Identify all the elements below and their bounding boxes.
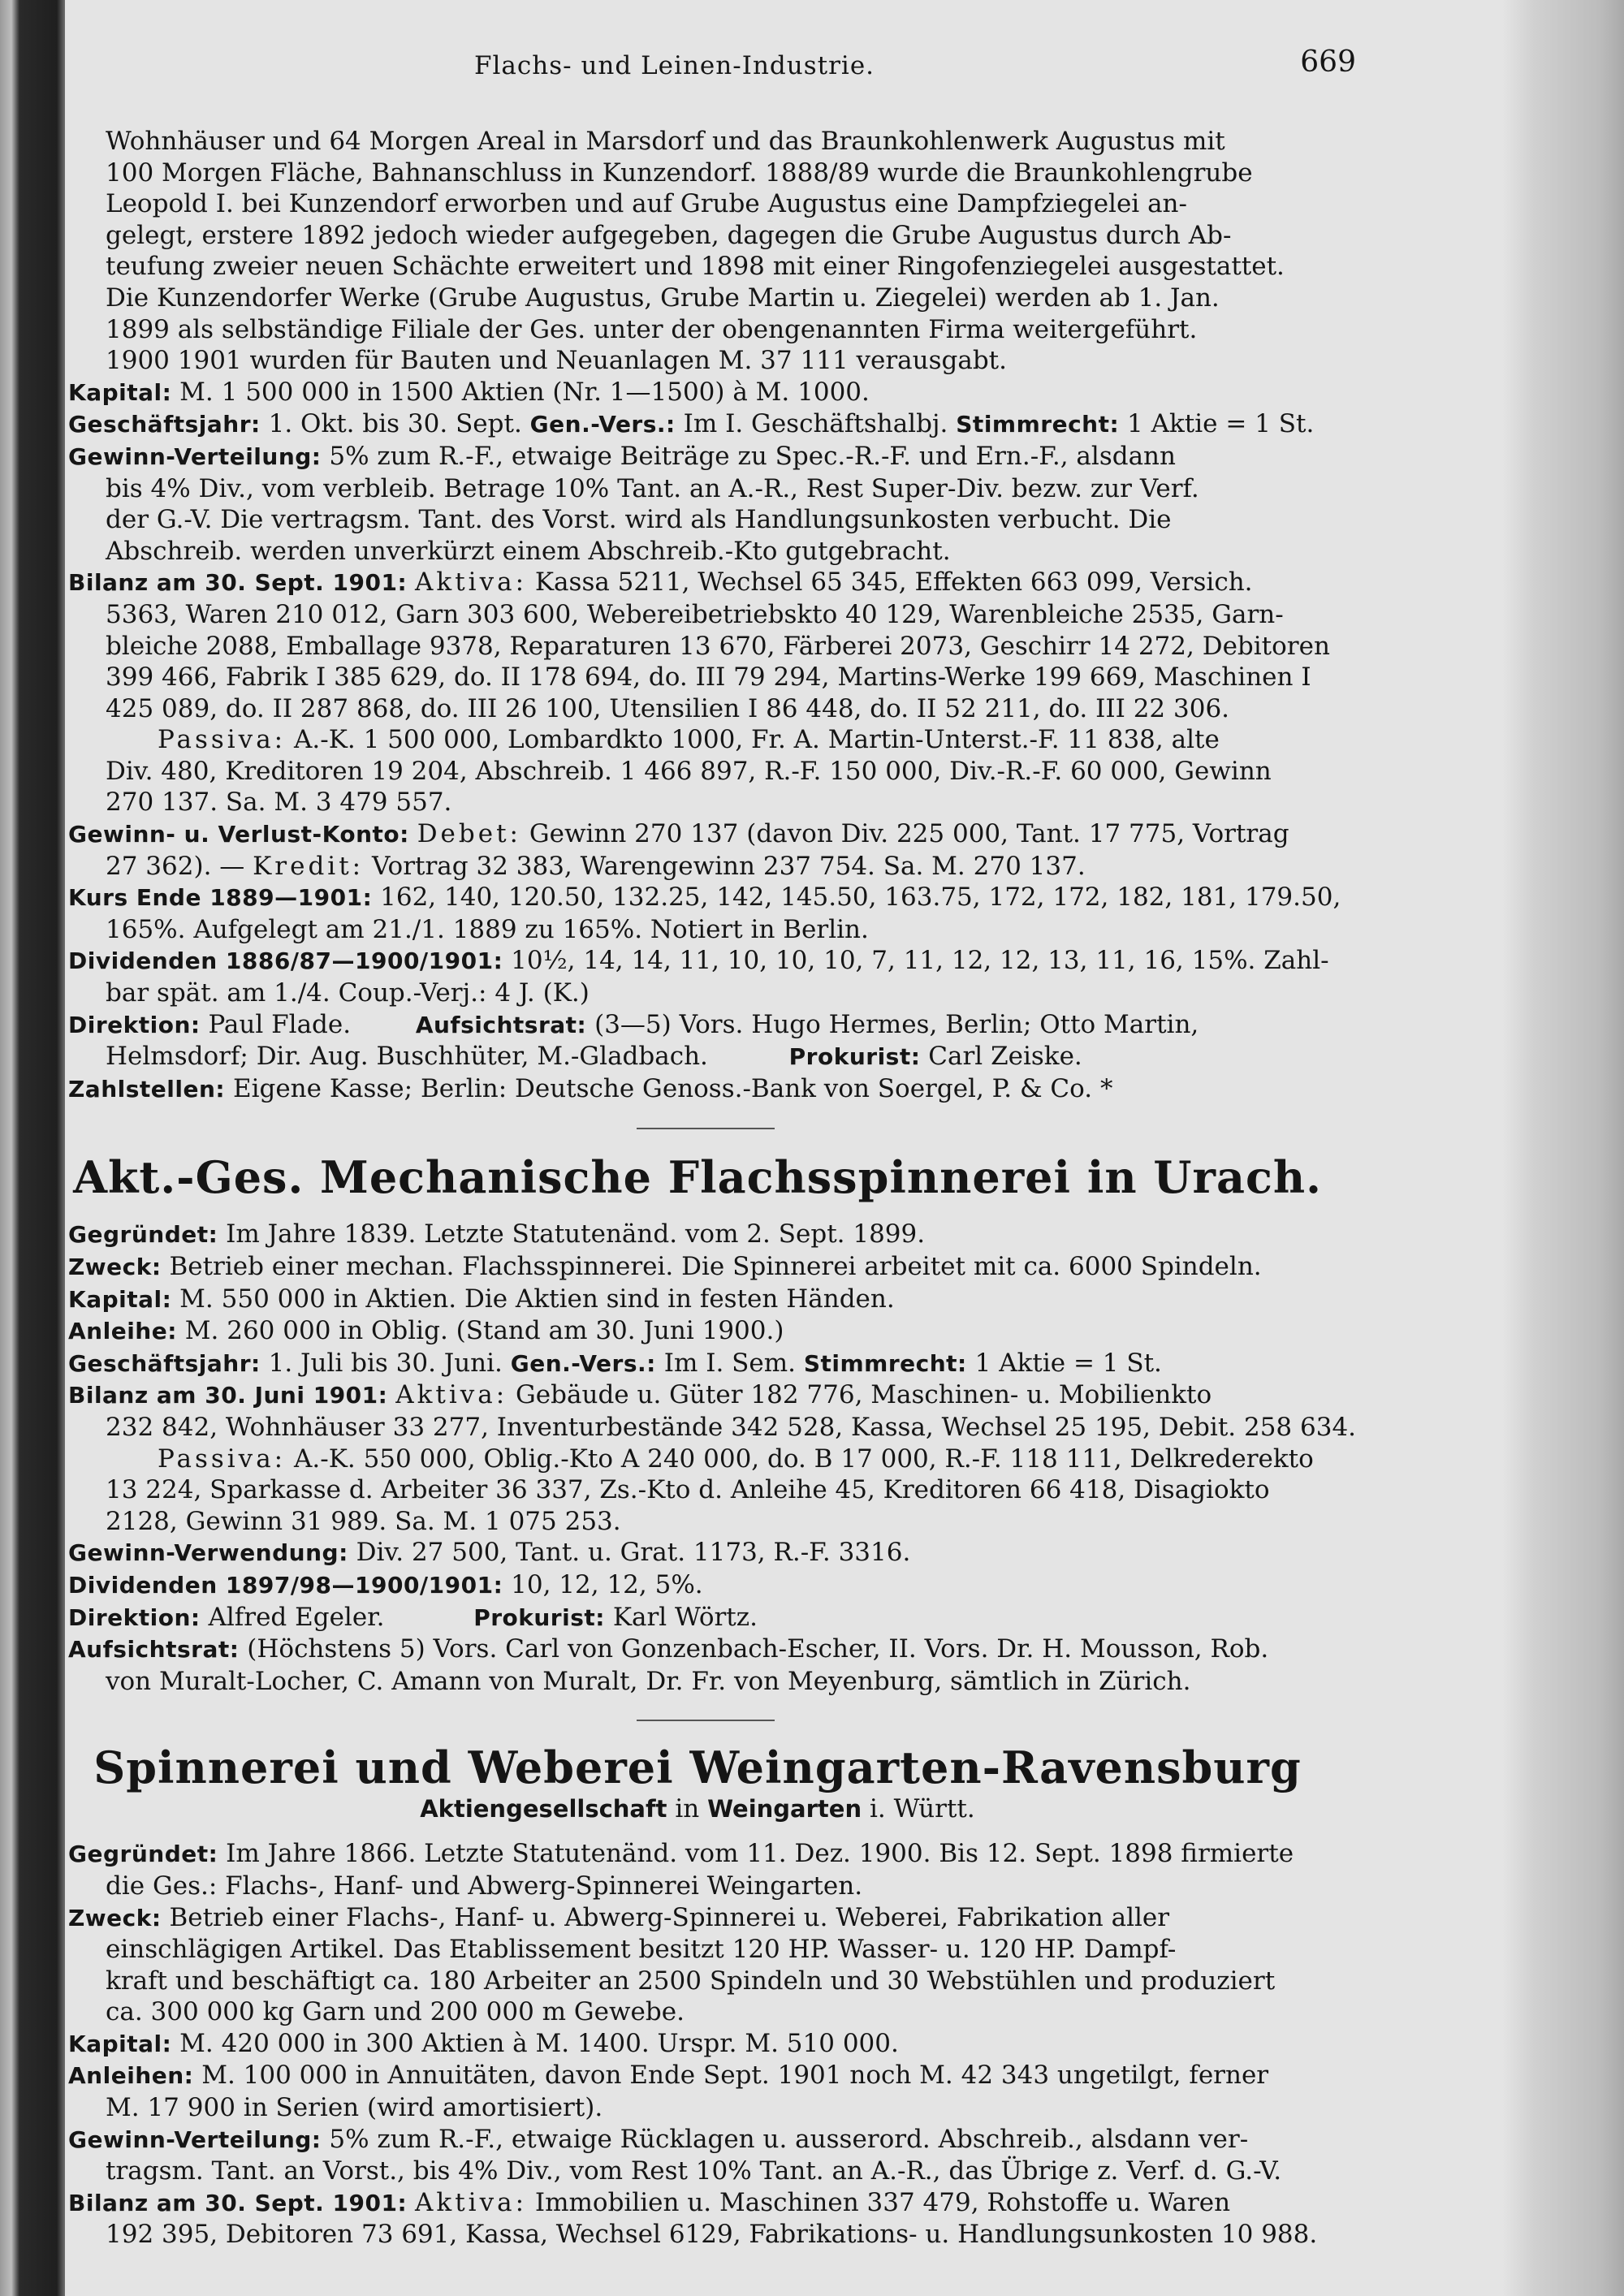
section-divider <box>637 1128 775 1129</box>
scan-right-edge <box>1502 0 1624 2296</box>
text-line: ca. 300 000 kg Garn und 200 000 m Gewebe. <box>106 1997 685 2027</box>
company-subheading <box>44 1793 1351 1825</box>
entry-text: Im Jahre 1839. Letzte Statutenänd. vom 2. Sept. 1899. <box>226 1219 926 1249</box>
text-line: 425 089, do. II 287 868, do. III 26 100, Utensilien I 86 448, do. II 52 211, do. III 22 306. <box>106 693 1230 723</box>
entry-label: Kapital: <box>68 2030 172 2057</box>
section-divider <box>637 1720 775 1721</box>
subheading-text: in <box>675 1794 700 1824</box>
entry-text: 1 Aktie = 1 St. <box>974 1348 1162 1378</box>
entry-text: Im I. Geschäftshalbj. <box>683 409 948 439</box>
text-line: einschlägigen Artikel. Das Etablissement besitzt 120 HP. Wasser- u. 120 HP. Dampf- <box>106 1935 1177 1965</box>
text-line: 270 137. Sa. M. 3 479 557. <box>106 788 452 818</box>
page-number: 669 <box>1300 45 1356 79</box>
entry-text: Betrieb einer mechan. Flachsspinnerei. Die Spinnerei arbeitet mit ca. 6000 Spindeln. <box>169 1252 1262 1281</box>
running-header <box>68 45 1356 86</box>
company-entry-weingarten <box>68 1742 1376 2251</box>
entry-label: Gegründet: <box>68 1841 218 1868</box>
entry-text: Kassa 5211, Wechsel 65 345, Effekten 663 099, Versich. <box>534 568 1253 598</box>
text-line: kraft und beschäftigt ca. 180 Arbeiter an 2500 Spindeln und 30 Webstühlen und produziert <box>106 1966 1276 1996</box>
dividenden-entry <box>68 1569 1376 1602</box>
text-line: Leopold I. bei Kunzendorf erworben und auf Grube Augustus eine Dampfziegelei an- <box>106 189 1187 219</box>
entry-label: Bilanz am 30. Sept. 1901: <box>68 2189 408 2216</box>
geschaeftsjahr-entry <box>68 408 1376 441</box>
gewinn-verteilung-entry <box>68 2124 1376 2156</box>
kredit-label: Kredit: <box>253 851 365 881</box>
entry-label: Gewinn-Verteilung: <box>68 2126 322 2153</box>
book-page <box>68 0 1372 2296</box>
entry-text: Div. 27 500, Tant. u. Grat. 1173, R.-F. 3316. <box>356 1538 911 1568</box>
entry-label: Geschäftsjahr: <box>68 411 261 438</box>
bilanz-entry <box>68 567 1376 599</box>
aufsichtsrat-line <box>68 1041 1376 1073</box>
entry-text: Alfred Egeler. <box>208 1602 385 1632</box>
text-line: Die Kunzendorfer Werke (Grube Augustus, Grube Martin u. Ziegelei) werden ab 1. Jan. <box>106 283 1220 313</box>
company-entry-urach <box>68 1150 1376 1697</box>
entry-text: Paul Flade. <box>208 1009 352 1039</box>
entry-text: (Höchstens 5) Vors. Carl von Gonzenbach-Escher, II. Vors. Dr. H. Mousson, Rob. <box>247 1634 1269 1664</box>
aufsichtsrat-entry <box>68 1634 1376 1666</box>
passiva-line <box>68 1444 1376 1475</box>
text-line: bleiche 2088, Emballage 9378, Reparaturen 13 670, Färberei 2073, Geschirr 14 272, Debitoren <box>106 631 1330 661</box>
text-line: 5363, Waren 210 012, Garn 303 600, Webereibetriebskto 40 129, Warenbleiche 2535, Garn- <box>106 599 1284 629</box>
text-line: 100 Morgen Fläche, Bahnanschluss in Kunzendorf. 1888/89 wurde die Braunkohlengrube <box>106 158 1253 188</box>
entry-text: 1 Aktie = 1 St. <box>1127 409 1315 439</box>
entry-label: Gen.-Vers.: <box>529 411 676 438</box>
entry-text: Im Jahre 1866. Letzte Statutenänd. vom 11. Dez. 1900. Bis 12. Sept. 1898 firmierte <box>226 1839 1294 1869</box>
entry-label: Gewinn-Verteilung: <box>68 442 322 470</box>
geschaeftsjahr-entry <box>68 1348 1376 1380</box>
entry-label: Zweck: <box>68 1904 162 1931</box>
kurs-entry <box>68 882 1376 914</box>
entry-text: A.-K. 1 500 000, Lombardkto 1000, Fr. A. Martin-Unterst.-F. 11 838, alte <box>293 725 1220 755</box>
entry-text: 5% zum R.-F., etwaige Rücklagen u. ausserord. Abschreib., alsdann ver- <box>329 2124 1249 2154</box>
entry-text: Helmsdorf; Dir. Aug. Buschhüter, M.-Gladbach. <box>106 1042 708 1072</box>
entry-label: Bilanz am 30. Sept. 1901: <box>68 569 408 597</box>
entry-label: Stimmrecht: <box>956 411 1120 438</box>
entry-label: Aufsichtsrat: <box>415 1011 587 1038</box>
text-line: 2128, Gewinn 31 989. Sa. M. 1 075 253. <box>106 1506 621 1536</box>
anleihen-entry <box>68 2060 1376 2092</box>
entry-text: Im I. Sem. <box>663 1348 796 1378</box>
subheading-bold: Aktiengesellschaft <box>420 1795 667 1823</box>
entry-label: Dividenden 1897/98—1900/1901: <box>68 1571 503 1599</box>
text-line: Wohnhäuser und 64 Morgen Areal in Marsdorf und das Braunkohlenwerk Augustus mit <box>106 127 1225 156</box>
zweck-entry <box>68 1251 1376 1284</box>
entry-text: M. 1 500 000 in 1500 Aktien (Nr. 1—1500) à M. 1000. <box>179 377 870 407</box>
text-line: von Muralt-Locher, C. Amann von Muralt, Dr. Fr. von Meyenburg, sämtlich in Zürich. <box>106 1666 1191 1696</box>
entry-label: Zahlstellen: <box>68 1075 226 1103</box>
entry-text: Immobilien u. Maschinen 337 479, Rohstoffe u. Waren <box>534 2187 1231 2217</box>
dividenden-entry <box>68 945 1376 978</box>
text-line: bar spät. am 1./4. Coup.-Verj.: 4 J. (K.) <box>106 978 590 1008</box>
passiva-line <box>68 724 1376 756</box>
text-line: 165%. Aufgelegt am 21./1. 1889 zu 165%. Notiert in Berlin. <box>106 914 869 944</box>
kapital-entry <box>68 377 1376 409</box>
passiva-label: Passiva: <box>158 1444 287 1474</box>
guv-entry <box>68 818 1376 851</box>
subheading-bold: Weingarten <box>707 1795 862 1823</box>
bilanz-entry <box>68 1379 1376 1412</box>
kapital-entry <box>68 2028 1376 2061</box>
text-line: tragsm. Tant. an Vorst., bis 4% Div., vom Rest 10% Tant. an A.-R., das Übrige z. Verf. d. G.-V. <box>106 2156 1282 2186</box>
entry-label: Gen.-Vers.: <box>510 1349 656 1377</box>
text-line: 232 842, Wohnhäuser 33 277, Inventurbestände 342 528, Kassa, Wechsel 25 195, Debit. 258 634. <box>106 1412 1357 1442</box>
entry-text: M. 550 000 in Aktien. Die Aktien sind in festen Händen. <box>179 1284 895 1314</box>
company-heading: Spinnerei und Weberei Weingarten-Ravensburg <box>93 1741 1302 1794</box>
entry-text: Carl Zeiske. <box>928 1042 1082 1072</box>
text-line: Div. 480, Kreditoren 19 204, Abschreib. 1 466 897, R.-F. 150 000, Div.-R.-F. 60 000, Gewinn <box>106 756 1272 786</box>
gewinn-verwendung-entry <box>68 1537 1376 1569</box>
kapital-entry <box>68 1284 1376 1316</box>
entry-text: M. 100 000 in Annuitäten, davon Ende Sept. 1901 noch M. 42 343 ungetilgt, ferner <box>201 2061 1269 2091</box>
zahlstellen-entry <box>68 1073 1376 1106</box>
entry-text: (3—5) Vors. Hugo Hermes, Berlin; Otto Martin, <box>594 1009 1199 1039</box>
page-body <box>68 126 1376 2251</box>
text-line: 192 395, Debitoren 73 691, Kassa, Wechsel 6129, Fabrikations- u. Handlungsunkosten 10 988. <box>106 2220 1318 2250</box>
direktion-entry <box>68 1009 1376 1042</box>
gegruendet-entry <box>68 1219 1376 1251</box>
entry-text: 1. Juli bis 30. Juni. <box>268 1348 503 1378</box>
text-line: 399 466, Fabrik I 385 629, do. II 178 694, do. III 79 294, Martins-Werke 199 669, Maschinen I <box>106 662 1311 693</box>
text-line: die Ges.: Flachs-, Hanf- und Abwerg-Spinnerei Weingarten. <box>106 1871 863 1901</box>
subheading-text: i. Württ. <box>869 1794 975 1824</box>
passiva-label: Passiva: <box>158 725 287 755</box>
entry-text: M. 260 000 in Oblig. (Stand am 30. Juni 1900.) <box>184 1316 784 1346</box>
entry-label: Geschäftsjahr: <box>68 1349 261 1377</box>
gewinn-entry <box>68 441 1376 473</box>
entry-label: Gegründet: <box>68 1221 218 1249</box>
running-title: Flachs- und Leinen-Industrie. <box>474 51 875 80</box>
guv-line <box>68 851 1376 883</box>
entry-label: Gewinn-Verwendung: <box>68 1539 348 1567</box>
entry-text: 5% zum R.-F., etwaige Beiträge zu Spec.-R.-F. und Ern.-F., alsdann <box>329 441 1176 471</box>
entry-label: Direktion: <box>68 1603 201 1631</box>
aktiva-label: Aktiva: <box>415 568 528 598</box>
entry-label: Aufsichtsrat: <box>68 1636 240 1664</box>
entry-text: 27 362). — <box>106 851 253 881</box>
entry-label: Kapital: <box>68 1285 172 1313</box>
entry-label: Zweck: <box>68 1254 162 1280</box>
entry-label: Kapital: <box>68 378 172 406</box>
entry-text: Gewinn 270 137 (davon Div. 225 000, Tant. 17 775, Vortrag <box>529 819 1289 849</box>
entry-text: 1. Okt. bis 30. Sept. <box>268 409 522 439</box>
text-line: 1900 1901 wurden für Bauten und Neuanlagen M. 37 111 verausgabt. <box>106 346 1007 376</box>
section-continued <box>68 126 1376 1105</box>
entry-label: Stimmrecht: <box>803 1349 967 1377</box>
text-line: Abschreib. werden unverkürzt einem Abschreib.-Kto gutgebracht. <box>106 536 951 566</box>
entry-text: Gebäude u. Güter 182 776, Maschinen- u. Mobilienkto <box>516 1380 1212 1410</box>
entry-text: Eigene Kasse; Berlin: Deutsche Genoss.-Bank von Soergel, P. & Co. * <box>232 1073 1113 1103</box>
entry-text: 10½, 14, 14, 11, 10, 10, 10, 7, 11, 12, 12, 13, 11, 16, 15%. Zahl- <box>511 946 1329 976</box>
zweck-entry <box>68 1902 1376 1935</box>
text-line: der G.-V. Die vertragsm. Tant. des Vorst. wird als Handlungsunkosten verbucht. Die <box>106 505 1172 535</box>
entry-text: 10, 12, 12, 5%. <box>511 1569 703 1599</box>
direktion-entry <box>68 1602 1376 1634</box>
entry-text: Karl Wörtz. <box>612 1602 758 1632</box>
entry-label: Anleihen: <box>68 2062 194 2090</box>
text-line: M. 17 900 in Serien (wird amortisiert). <box>106 2093 603 2123</box>
entry-label: Direktion: <box>68 1011 201 1038</box>
anleihe-entry <box>68 1315 1376 1348</box>
entry-label: Gewinn- u. Verlust-Konto: <box>68 821 409 848</box>
text-line: 1899 als selbständige Filiale der Ges. unter der obengenannten Firma weitergeführt. <box>106 314 1198 344</box>
entry-label: Bilanz am 30. Juni 1901: <box>68 1382 388 1409</box>
aktiva-label: Aktiva: <box>415 2187 528 2217</box>
entry-label: Prokurist: <box>473 1603 605 1631</box>
entry-label: Anleihe: <box>68 1318 177 1345</box>
aktiva-label: Aktiva: <box>395 1380 508 1410</box>
bilanz-entry <box>68 2187 1376 2220</box>
text-line: bis 4% Div., vom verbleib. Betrage 10% Tant. an A.-R., Rest Super-Div. bezw. zur Verf. <box>106 473 1199 503</box>
entry-text: A.-K. 550 000, Oblig.-Kto A 240 000, do. B 17 000, R.-F. 118 111, Delkrederekto <box>293 1444 1314 1474</box>
entry-text: 162, 140, 120.50, 132.25, 142, 145.50, 163.75, 172, 172, 182, 181, 179.50, <box>380 883 1341 913</box>
entry-text: Vortrag 32 383, Warengewinn 237 754. Sa. M. 270 137. <box>371 851 1086 881</box>
entry-text: Betrieb einer Flachs-, Hanf- u. Abwerg-Spinnerei u. Weberei, Fabrikation aller <box>169 1902 1170 1932</box>
text-line: teufung zweier neuen Schächte erweitert und 1898 mit einer Ringofenziegelei ausgestattet. <box>106 252 1285 282</box>
company-heading: Akt.-Ges. Mechanische Flachsspinnerei in Urach. <box>73 1151 1322 1204</box>
entry-label: Prokurist: <box>788 1043 921 1071</box>
debet-label: Debet: <box>417 819 521 849</box>
text-line: 13 224, Sparkasse d. Arbeiter 36 337, Zs.-Kto d. Anleihe 45, Kreditoren 66 418, Disagiokto <box>106 1475 1270 1505</box>
gegruendet-entry <box>68 1838 1376 1871</box>
entry-label: Dividenden 1886/87—1900/1901: <box>68 947 503 975</box>
text-line: gelegt, erstere 1892 jedoch wieder aufgegeben, dagegen die Grube Augustus durch Ab- <box>106 220 1232 250</box>
entry-label: Kurs Ende 1889—1901: <box>68 884 373 912</box>
entry-text: M. 420 000 in 300 Aktien à M. 1400. Urspr. M. 510 000. <box>179 2028 899 2058</box>
scan-left-edge <box>0 0 65 2296</box>
